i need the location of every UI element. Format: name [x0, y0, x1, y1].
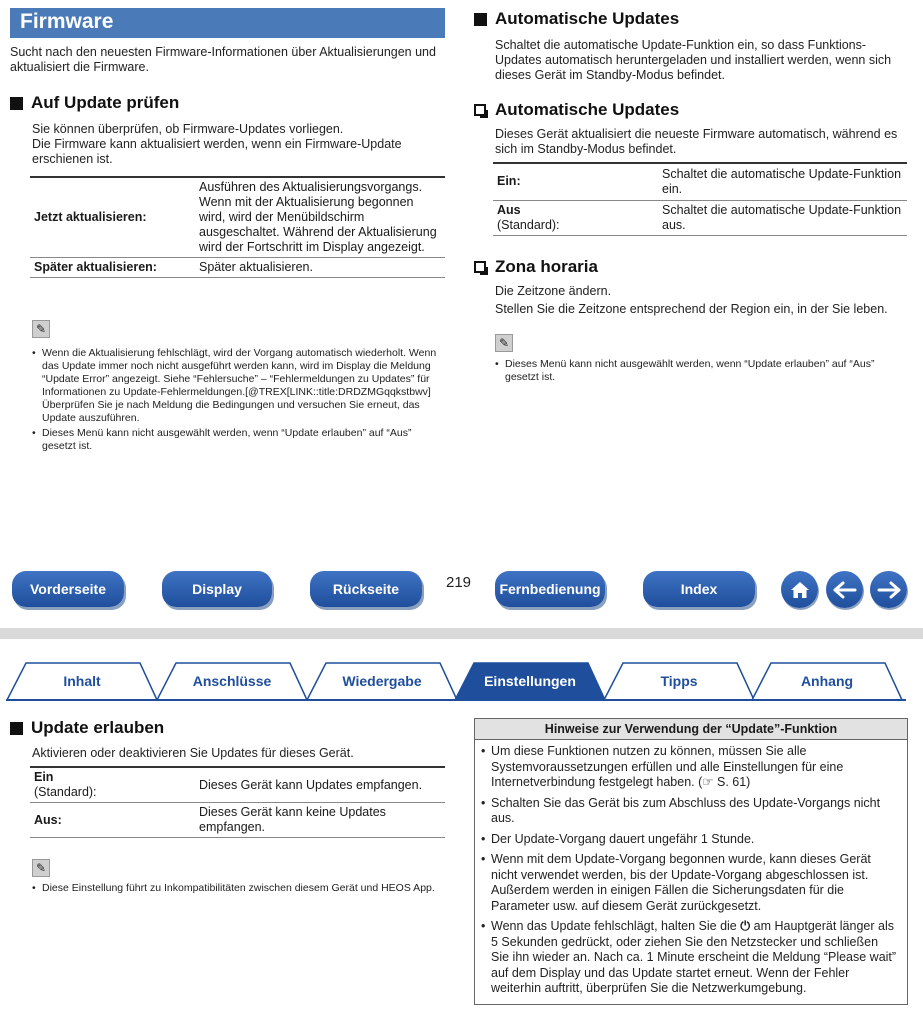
auto-updates-table	[493, 162, 907, 236]
table-row: Aus (Standard): Schaltet die automatische Update-Funktion aus.	[493, 200, 907, 235]
previous-button[interactable]	[826, 571, 863, 608]
remote-button[interactable]: Fernbedienung	[495, 571, 605, 607]
heading-square-icon	[10, 722, 23, 735]
allow-update-table	[30, 766, 445, 838]
home-icon	[789, 579, 811, 601]
heading-square-icon	[474, 13, 487, 26]
list-item: • Der Update-Vorgang dauert ungefähr 1 Stunde.	[481, 832, 899, 848]
arrow-left-icon	[833, 580, 857, 600]
tab-tipps[interactable]: Tipps	[603, 662, 755, 700]
list-item: • Wenn das Update fehlschlägt, halten Sie die ⏻ am Hauptgerät länger als 5 Sekunden gedrückt, oder ziehen Sie den Netzstecker und schließen Sie ihn wieder an. Nach ca. 1 Minute erscheint die Meldung “Please wait” auf dem Display und das Update startet erneut. Wenn der Fehler weiterhin auftritt, überprüfen Sie die Netzwerkumgebung.	[481, 919, 899, 997]
list-item: • Dieses Menü kann nicht ausgewählt werden, wenn “Update erlauben” auf “Aus” gesetzt ist.	[495, 358, 895, 384]
tab-inhalt[interactable]: Inhalt	[6, 662, 158, 700]
timezone-heading: Zona horaria	[474, 257, 598, 277]
page-number: 219	[446, 574, 472, 591]
tab-einstellungen[interactable]: Einstellungen	[454, 662, 606, 700]
page-ref-icon: ☞	[702, 775, 714, 789]
tab-underline	[6, 699, 906, 701]
next-button[interactable]	[870, 571, 907, 608]
index-button[interactable]: Index	[643, 571, 755, 607]
check-update-notes	[32, 347, 442, 455]
auto-updates-heading: Automatische Updates	[474, 9, 679, 29]
check-update-heading: Auf Update prüfen	[10, 93, 179, 113]
table-row: Ein (Standard): Dieses Gerät kann Updates empfangen.	[30, 767, 445, 803]
table-row: Aus: Dieses Gerät kann keine Updates empfangen.	[30, 803, 445, 838]
table-row: Jetzt aktualisieren: Ausführen des Aktualisierungsvorgangs. Wenn mit der Aktualisierung begonnen wird, wird der Menübildschirm ausgeschaltet. Während der Aktualisierung wird der Fortschritt im Display angezeigt.	[30, 177, 445, 258]
list-item: • Dieses Menü kann nicht ausgewählt werden, wenn “Update erlauben” auf “Aus” gesetzt ist.	[32, 427, 442, 453]
firmware-title: Firmware	[20, 10, 114, 33]
auto-updates-subheading: Automatische Updates	[474, 100, 679, 120]
allow-update-notes	[32, 882, 442, 897]
checkbox-square-icon	[474, 104, 486, 116]
note-pencil-icon: ✎	[495, 334, 513, 352]
list-item: • Um diese Funktionen nutzen zu können, müssen Sie alle Systemvoraussetzungen erfüllen und alle Einstellungen für eine Internetverbindung festgelegt haben. (☞ S. 61)	[481, 744, 899, 791]
checkbox-square-icon	[474, 261, 486, 273]
hints-list	[475, 740, 907, 997]
note-pencil-icon: ✎	[32, 320, 50, 338]
firmware-title-bar	[10, 8, 445, 38]
arrow-right-icon	[877, 580, 901, 600]
table-row: Ein: Schaltet die automatische Update-Funktion ein.	[493, 163, 907, 200]
list-item: • Wenn mit dem Update-Vorgang begonnen wurde, kann dieses Gerät nicht verwendet werden, bis der Update-Vorgang abgeschlossen ist. Außerdem werden in einigen Fällen die Sicherungsdaten für die Parameter usw. auf diesem Gerät zurückgesetzt.	[481, 852, 899, 914]
back-panel-button[interactable]: Rückseite	[310, 571, 422, 607]
list-item: • Diese Einstellung führt zu Inkompatibilitäten zwischen diesem Gerät und HEOS App.	[32, 882, 442, 895]
list-item: • Wenn die Aktualisierung fehlschlägt, wird der Vorgang automatisch wiederholt. Wenn das Update immer noch nicht ausgeführt werden kann, wird im Display die Meldung “Update Error” angezeigt. Siehe “Fehlersuche” – “Fehlermeldungen zu Updates” für Informationen zu Update-Fehlermeldungen.[@TREX[LINK::title:DRDZMGqqkstbwv] Überprüfen Sie je nach Meldung die Bedingungen und versuchen Sie erneut, das Update auszuführen.	[32, 347, 442, 425]
power-icon: ⏻	[740, 919, 751, 933]
auto-updates-desc: Schaltet die automatische Update-Funktion ein, so dass Funktions-Updates automatisch heruntergeladen und installiert werden, wenn sich dieses Gerät im Standby-Modus befindet.	[495, 38, 892, 82]
list-item: • Schalten Sie das Gerät bis zum Abschluss des Update-Vorgangs nicht aus.	[481, 796, 899, 827]
timezone-text: Die Zeitzone ändern. Stellen Sie die Zeitzone entsprechend der Region ein, in der Sie leben.	[495, 284, 888, 316]
allow-update-heading: Update erlauben	[10, 718, 164, 738]
home-button[interactable]	[781, 571, 818, 608]
check-update-text: Sie können überprüfen, ob Firmware-Updates vorliegen. Die Firmware kann aktualisiert werden, wenn ein Firmware-Update erschienen ist.	[32, 122, 402, 166]
front-button[interactable]: Vorderseite	[12, 571, 124, 607]
tab-bar	[6, 662, 906, 702]
timezone-notes	[495, 358, 895, 386]
note-pencil-icon: ✎	[32, 859, 50, 877]
page-ref-link[interactable]: S. 61	[716, 775, 747, 789]
tab-anhang[interactable]: Anhang	[751, 662, 903, 700]
table-row: Später aktualisieren: Später aktualisieren.	[30, 258, 445, 278]
allow-update-desc: Aktivieren oder deaktivieren Sie Updates für dieses Gerät.	[32, 746, 354, 760]
display-button[interactable]: Display	[162, 571, 272, 607]
heading-square-icon	[10, 97, 23, 110]
page-divider	[0, 628, 923, 639]
firmware-intro: Sucht nach den neuesten Firmware-Informationen über Aktualisierungen und aktualisiert die Firmware.	[10, 45, 436, 74]
hints-title: Hinweise zur Verwendung der “Update”-Funktion	[475, 719, 907, 740]
tab-anschluesse[interactable]: Anschlüsse	[156, 662, 308, 700]
update-hints-box	[474, 718, 908, 1005]
auto-updates-subdesc: Dieses Gerät aktualisiert die neueste Firmware automatisch, während es sich im Standby-Modus befindet.	[495, 127, 898, 156]
tab-wiedergabe[interactable]: Wiedergabe	[306, 662, 458, 700]
check-update-table	[30, 176, 445, 278]
